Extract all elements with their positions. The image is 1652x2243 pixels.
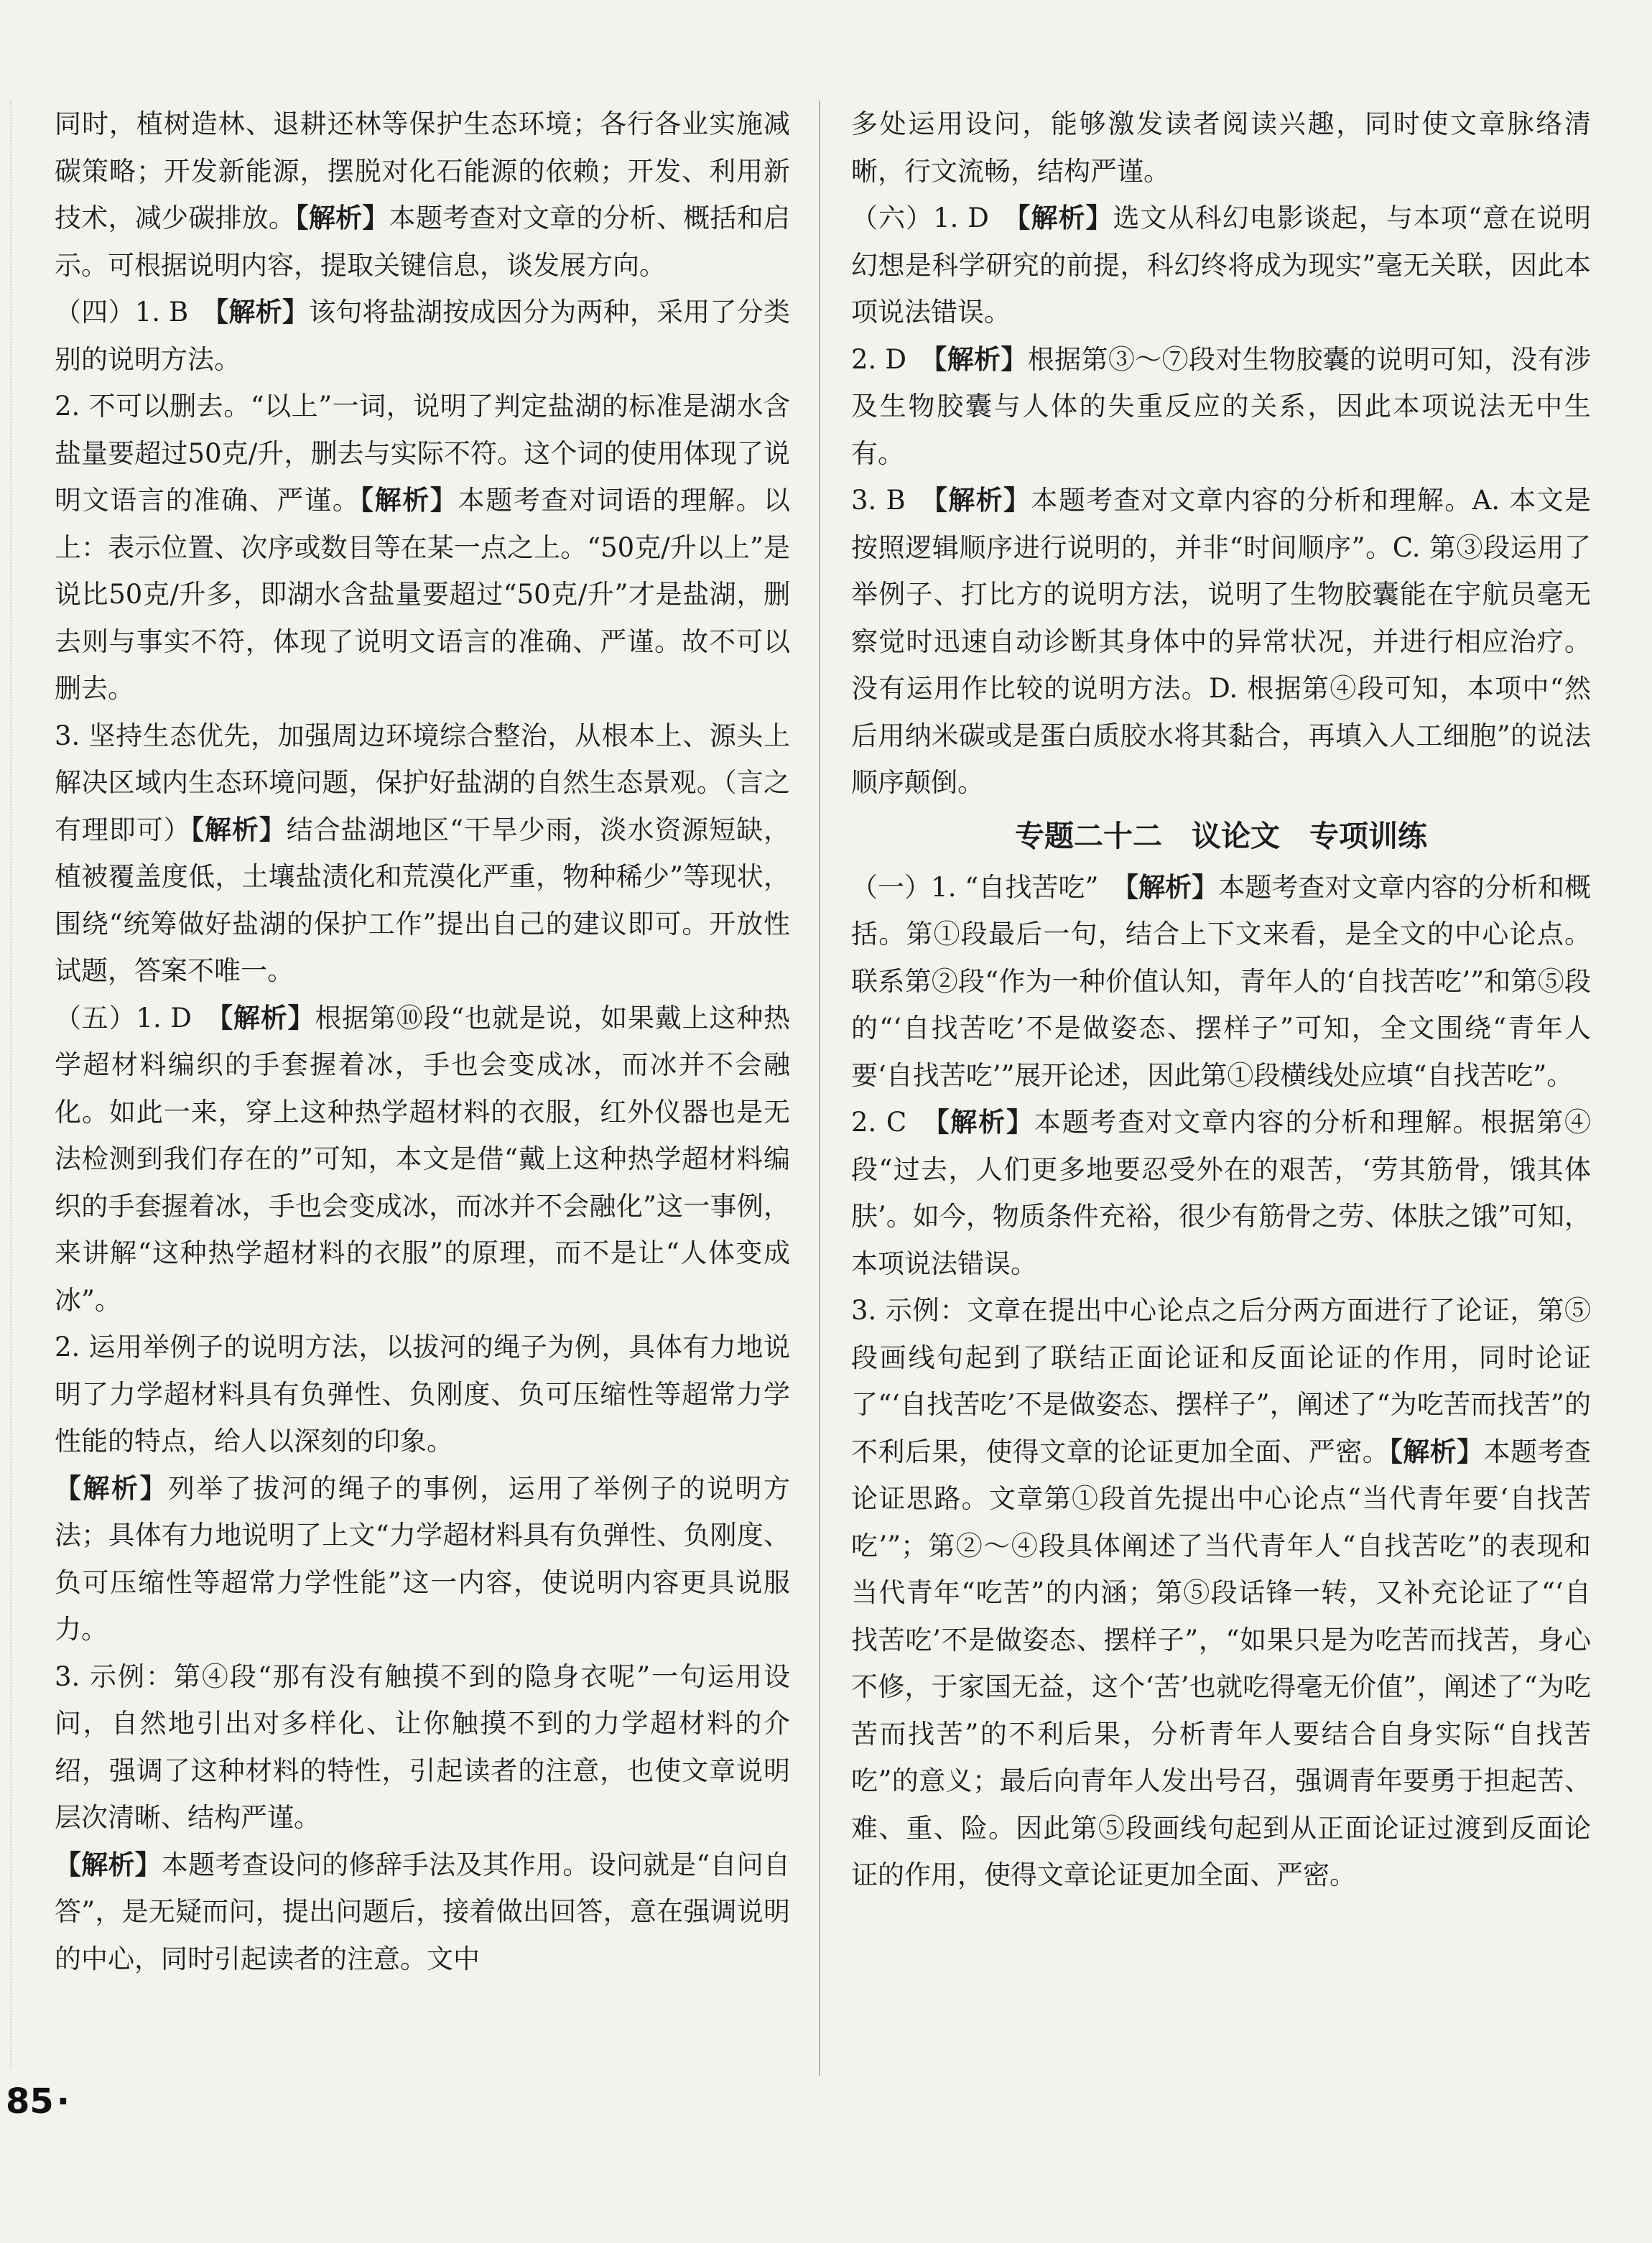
analysis-tag: 【解析】 bbox=[935, 1107, 1034, 1138]
paragraph-text: 3. 示例：第④段“那有没有触摸不到的隐身衣呢”一句运用设问，自然地引出对多样化、让你触摸不到的力学超材料的介绍，强调了这种材料的特性，引起读者的注意，也使文章说明层次清晰、结构严谨。 bbox=[55, 1661, 790, 1833]
answer-paragraph bbox=[851, 195, 1591, 336]
paragraph-text: 根据第⑩段“也就是说，如果戴上这种热学超材料编织的手套握着冰，手也会变成冰，而冰并不会融化。如此一来，穿上这种热学超材料的衣服，红外仪器也是无法检测到我们存在的”可知，本文是借“戴上这种热学超材料编织的手套握着冰，手也会变成冰，而冰并不会融化”这一事例，来讲解“这种热学超材料的衣服”的原理，而不是让“人体变成冰”。 bbox=[55, 1002, 791, 1316]
analysis-tag: 【解析】 bbox=[1389, 1436, 1484, 1467]
paragraph-text: 3. B bbox=[851, 485, 934, 516]
analysis-tag: 【解析】 bbox=[1016, 203, 1113, 233]
analysis-tag: 【解析】 bbox=[55, 1472, 168, 1504]
answer-paragraph bbox=[851, 477, 1591, 807]
paragraph-text: 本题考查对文章内容的分析和概括。第①段最后一句，结合上下文来看，是全文的中心论点。联系第②段“作为一种价值认知，青年人的‘自找苦吃’”和第⑤段的“‘自找苦吃’不是做姿态、摆样子”可知，全文围绕“青年人要‘自找苦吃’”展开论述，因此第①段横线处应填“自找苦吃”。 bbox=[851, 871, 1592, 1091]
paragraph-text: 选文从科幻电影谈起，与本项“意在说明幻想是科学研究的前提，科幻终将成为现实”毫无关联，因此本项说法错误。 bbox=[851, 203, 1591, 328]
paragraph-text: 根据第③～⑦段对生物胶囊的说明可知，没有涉及生物胶囊与人体的失重反应的关系，因此本项说法无中生有。 bbox=[851, 343, 1592, 469]
answer-paragraph bbox=[55, 289, 790, 383]
answer-paragraph bbox=[55, 1653, 790, 1842]
paragraph-text: （一）1. “自找苦吃” bbox=[851, 871, 1126, 903]
paragraph-text: 2. D bbox=[851, 343, 934, 375]
analysis-tag: 【解析】 bbox=[190, 814, 287, 845]
right-column bbox=[851, 101, 1591, 1899]
answer-paragraph bbox=[55, 1465, 790, 1653]
section-heading: 专题二十二 议论文 专项训练 bbox=[1015, 818, 1427, 853]
paragraph-text: 本题考查对文章内容的分析和理解。A. 本文是按照逻辑顺序进行说明的，并非“时间顺序”。C. 第③段运用了举例子、打比方的说明方法，说明了生物胶囊能在宇航员毫无察觉时迅速自动诊断其身体中的异常状况，并进行相应治疗。没有运用作比较的说明方法。D. 根据第④段可知，本项中“然后用纳米碳或是蛋白质胶水将其黏合，再填入人工细胞”的说法顺序颠倒。 bbox=[851, 485, 1591, 798]
paragraph-text: 结合盐湖地区“干旱少雨，淡水资源短缺，植被覆盖度低，土壤盐渍化和荒漠化严重，物种稀少”等现状，围绕“统筹做好盐湖的保护工作”提出自己的建议即可。开放性试题，答案不唯一。 bbox=[55, 814, 791, 986]
paragraph-text: 2. 运用举例子的说明方法，以拔河的绳子为例，具体有力地说明了力学超材料具有负弹性、负刚度、负可压缩性等超常力学性能的特点，给人以深刻的印象。 bbox=[55, 1332, 790, 1457]
analysis-tag: 【解析】 bbox=[934, 485, 1031, 516]
paragraph-text: 同时，植树造林、退耕还林等保护生态环境；各行各业实施减碳策略；开发新能源，摆脱对化石能源的依赖；开发、利用新技术，减少碳排放。 bbox=[55, 108, 790, 233]
answer-paragraph bbox=[55, 383, 790, 712]
paragraph-text: 列举了拔河的绳子的事例，运用了举例子的说明方法；具体有力地说明了上文“力学超材料具有负弹性、负刚度、负可压缩性等超常力学性能”这一内容，使说明内容更具说服力。 bbox=[55, 1472, 791, 1645]
answer-paragraph bbox=[55, 101, 790, 289]
analysis-tag: 【解析】 bbox=[215, 297, 310, 328]
paragraph-text: 2. C bbox=[851, 1107, 936, 1138]
paragraph-text: 多处运用设问，能够激发读者阅读兴趣，同时使文章脉络清晰，行文流畅，结构严谨。 bbox=[851, 108, 1591, 187]
page-number: 85 · bbox=[6, 2081, 70, 2122]
paragraph-text: 本题考查设问的修辞手法及其作用。设问就是“自问自答”，是无疑而问，提出问题后，接着做出回答，意在强调说明的中心，同时引起读者的注意。文中 bbox=[55, 1849, 790, 1974]
answer-paragraph bbox=[851, 101, 1591, 195]
paragraph-text: 本题考查对文章的分析、概括和启示。可根据说明内容，提取关键信息，谈发展方向。 bbox=[55, 203, 791, 281]
analysis-tag: 【解析】 bbox=[219, 1002, 315, 1034]
right-column-answers-bottom bbox=[851, 864, 1591, 1899]
analysis-tag: 【解析】 bbox=[1125, 871, 1219, 903]
paragraph-text: （五）1. D bbox=[55, 1002, 220, 1034]
paragraph-text: 3. 坚持生态优先，加强周边环境综合整治，从根本上、源头上解决区域内生态环境问题，保护好盐湖的自然生态景观。（言之有理即可） bbox=[55, 720, 790, 845]
answer-paragraph bbox=[851, 1099, 1591, 1287]
page-edge-shadow bbox=[0, 101, 11, 2068]
left-column bbox=[55, 101, 790, 1982]
answer-paragraph bbox=[851, 336, 1591, 478]
answer-paragraph bbox=[55, 1842, 790, 1983]
answer-paragraph bbox=[851, 1287, 1591, 1899]
analysis-tag: 【解析】 bbox=[360, 485, 458, 516]
paragraph-text: （六）1. D bbox=[851, 203, 1017, 233]
analysis-tag: 【解析】 bbox=[295, 203, 389, 233]
column-divider bbox=[819, 101, 820, 2076]
answer-paragraph bbox=[55, 995, 790, 1324]
analysis-tag: 【解析】 bbox=[933, 343, 1028, 375]
paragraph-text: 本题考查对文章内容的分析和理解。根据第④段“过去，人们更多地要忍受外在的艰苦，‘劳其筋骨，饿其体肤’。如今，物质条件充裕，很少有筋骨之劳、体肤之饿”可知，本项说法错误。 bbox=[851, 1107, 1592, 1279]
paragraph-text: 2. 不可以删去。“以上”一词，说明了判定盐湖的标准是湖水含盐量要超过50克/升，删去与实际不符。这个词的使用体现了说明文语言的准确、严谨。 bbox=[55, 391, 790, 516]
answer-paragraph bbox=[851, 864, 1591, 1100]
paragraph-text: 该句将盐湖按成因分为两种，采用了分类别的说明方法。 bbox=[55, 297, 791, 375]
analysis-tag: 【解析】 bbox=[55, 1849, 162, 1880]
right-column-answers-top bbox=[851, 101, 1591, 807]
answer-paragraph bbox=[55, 1324, 790, 1465]
paragraph-text: 本题考查论证思路。文章第①段首先提出中心论点“当代青年要‘自找苦吃’”；第②～④段具体阐述了当代青年人“自找苦吃”的表现和当代青年“吃苦”的内涵；第⑤段话锋一转，又补充论证了“‘自找苦吃’不是做姿态、摆样子”，“如果只是为吃苦而找苦，身心不修，于家国无益，这个‘苦’也就吃得毫无价值”，阐述了“为吃苦而找苦”的不利后果，分析青年人要结合自身实际“自找苦吃”的意义；最后向青年人发出号召，强调青年要勇于担起苦、难、重、险。因此第⑤段画线句起到从正面论证过渡到反面论证的作用，使得文章论证更加全面、严密。 bbox=[851, 1436, 1592, 1890]
paragraph-text: 本题考查对词语的理解。以上：表示位置、次序或数目等在某一点之上。“50克/升以上”是说比50克/升多，即湖水含盐量要超过“50克/升”才是盐湖，删去则与事实不符，体现了说明文语言的准确、严谨。故不可以删去。 bbox=[55, 485, 791, 704]
answer-paragraph bbox=[55, 712, 790, 995]
paragraph-text: （四）1. B bbox=[55, 297, 215, 328]
paragraph-text: 3. 示例：文章在提出中心论点之后分两方面进行了论证，第⑤段画线句起到了联结正面论证和反面论证的作用，同时论证了“‘自找苦吃’不是做姿态、摆样子”，阐述了“为吃苦而找苦”的不利后果，使得文章的论证更加全面、严密。 bbox=[851, 1295, 1591, 1467]
